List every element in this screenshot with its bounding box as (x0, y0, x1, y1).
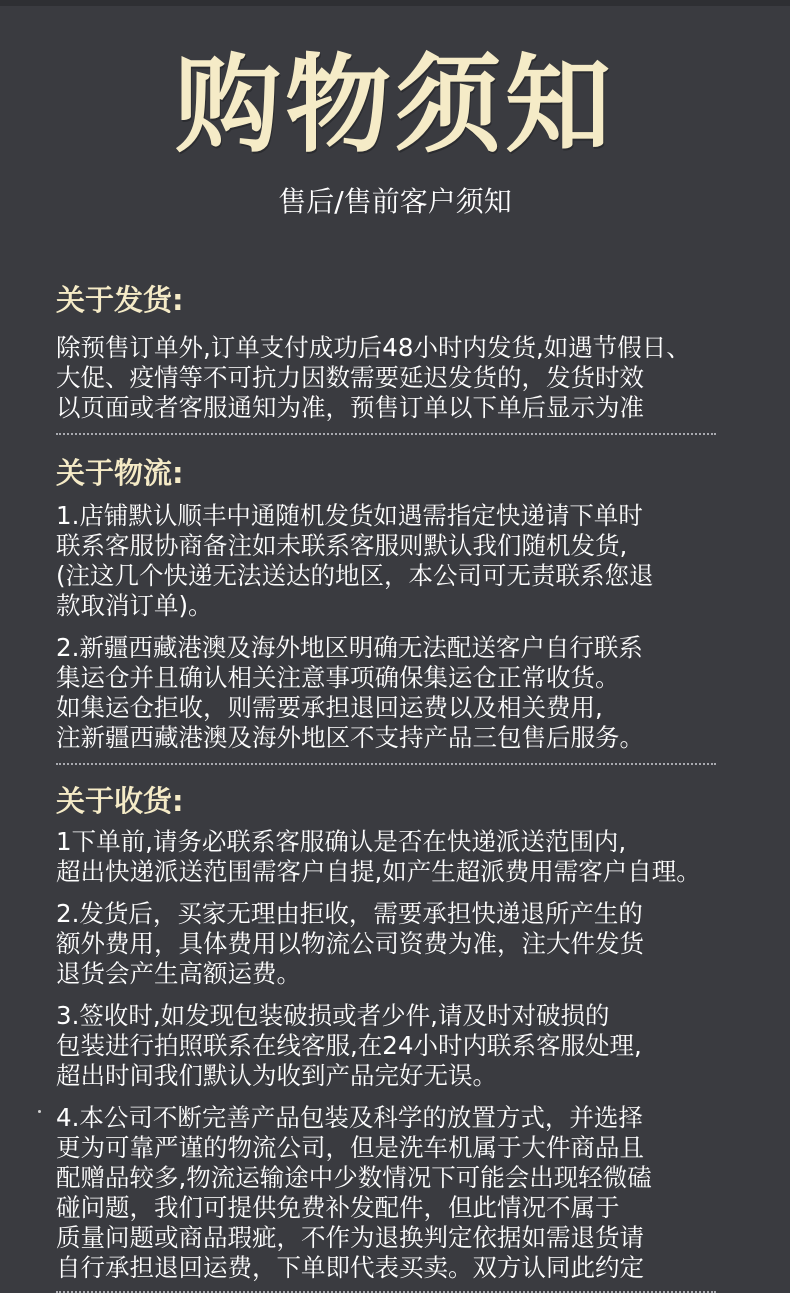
section-receiving (0, 765, 790, 1293)
text-line: 集运仓并且确认相关注意事项确保集运仓正常收货。 (56, 663, 620, 692)
text-line: 包装进行拍照联系在线客服,在24小时内联系客服处理, (56, 1031, 642, 1060)
notice-content (0, 270, 790, 1293)
text-line: 4.本公司不断完善产品包装及科学的放置方式，并选择 (56, 1103, 643, 1132)
text-line: 大促、疫情等不可抗力因数需要延迟发货的，发货时效 (56, 363, 644, 392)
receiving-paragraph-4 (56, 1103, 790, 1283)
logistics-paragraph-1 (56, 501, 790, 621)
text-line: 如集运仓拒收，则需要承担退回运费以及相关费用, (56, 693, 603, 722)
text-line: 更为可靠严谨的物流公司，但是洗车机属于大件商品且 (56, 1133, 644, 1162)
text-line: 款取消订单)。 (56, 591, 213, 620)
receiving-paragraph-2 (56, 899, 790, 989)
text-line: 1.店铺默认顺丰中通随机发货如遇需指定快递请下单时 (56, 501, 643, 530)
section-shipping (0, 270, 790, 435)
text-line: 2.发货后，买家无理由拒收，需要承担快递退所产生的 (56, 899, 643, 928)
text-line: 质量问题或商品瑕疵，不作为退换判定依据如需退货请 (56, 1223, 644, 1252)
text-line: (注这几个快递无法送达的地区，本公司可无责联系您退 (56, 561, 654, 590)
top-edge-strip (0, 0, 790, 6)
text-line: 超出时间我们默认为收到产品完好无误。 (56, 1061, 497, 1090)
page-subtitle: 售后/售前客户须知 (278, 185, 512, 218)
text-line: 以页面或者客服通知为准，预售订单以下单后显示为准 (56, 393, 644, 422)
receiving-paragraph-3 (56, 1001, 790, 1091)
section-heading-receiving: 关于收货: (56, 784, 184, 818)
section-logistics (0, 435, 790, 765)
text-line: 退货会产生高额运费。 (56, 959, 301, 988)
section-heading-logistics: 关于物流: (56, 456, 184, 490)
text-line: 碰问题，我们可提供免费补发配件，但此情况不属于 (56, 1193, 620, 1222)
receiving-paragraph-1 (56, 827, 790, 887)
text-line: 配赠品较多,物流运输途中少数情况下可能会出现轻微磕 (56, 1163, 652, 1192)
text-line: 1下单前,请务必联系客服确认是否在快递派送范围内, (56, 827, 627, 856)
text-line: 注新疆西藏港澳及海外地区不支持产品三包售后服务。 (56, 723, 644, 752)
logistics-paragraph-2 (56, 633, 790, 753)
shipping-paragraph-1 (56, 333, 790, 423)
text-line: 自行承担退回运费，下单即代表买卖。双方认同此约定 (56, 1253, 644, 1282)
text-line: 除预售订单外,订单支付成功后48小时内发货,如遇节假日、 (56, 333, 691, 362)
text-line: 超出快递派送范围需客户自提,如产生超派费用需客户自理。 (56, 857, 701, 886)
text-line: 额外费用，具体费用以物流公司资费为准，注大件发货 (56, 929, 644, 958)
text-line: 联系客服协商备注如未联系客服则默认我们随机发货, (56, 531, 628, 560)
section-heading-shipping: 关于发货: (56, 283, 184, 317)
text-line: 3.签收时,如发现包装破损或者少件,请及时对破损的 (56, 1001, 610, 1030)
text-line: 2.新疆西藏港澳及海外地区明确无法配送客户自行联系 (56, 633, 643, 662)
page-title: 购物须知 (175, 44, 615, 167)
